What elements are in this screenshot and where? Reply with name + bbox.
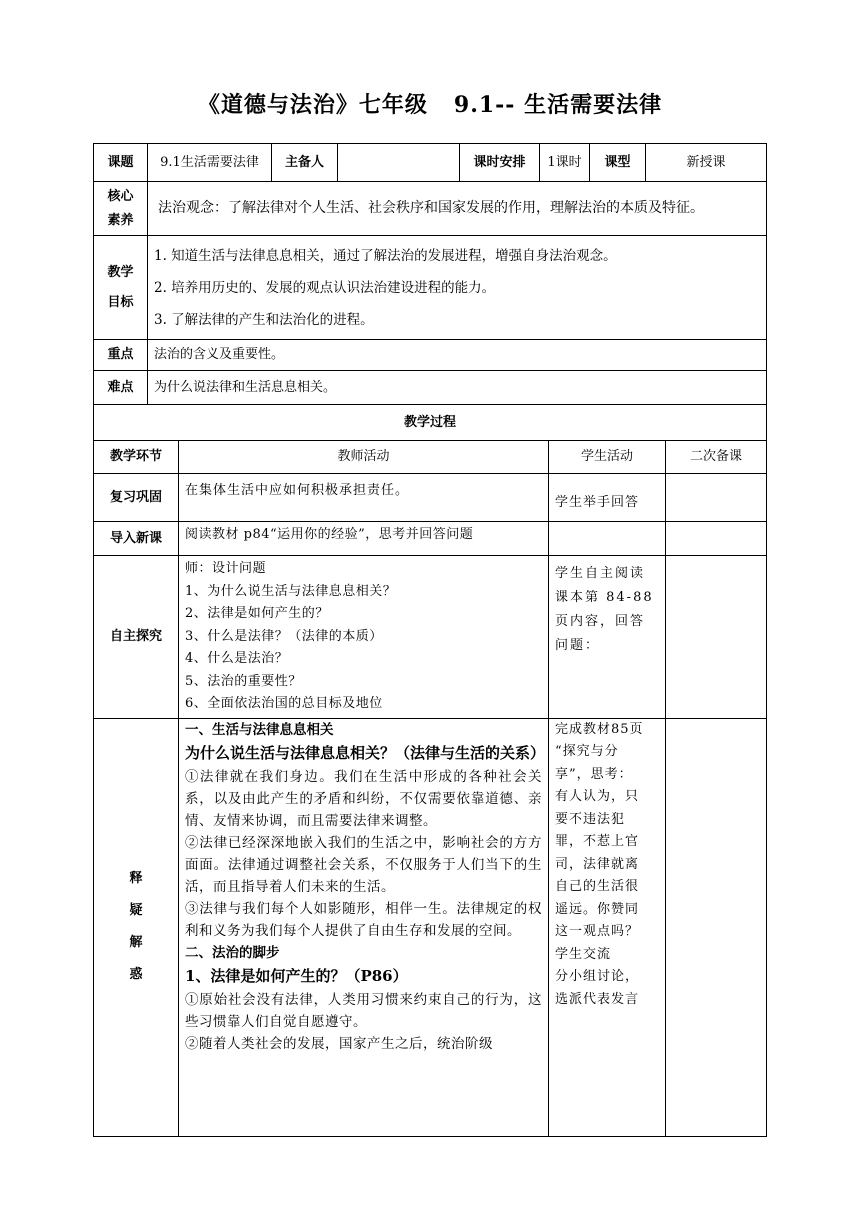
explore-teacher [179, 556, 549, 719]
process-title: 教学过程 [94, 405, 767, 441]
explain-student-line: 罪，不惹上官 [555, 834, 640, 849]
explain-teacher [179, 718, 549, 1136]
type-label: 课型 [590, 144, 646, 182]
key-point-label: 重点 [94, 340, 148, 371]
goal-item: 2. 培养用历史的、发展的观点认识法治建设进程的能力。 [154, 279, 496, 296]
explain-student-line: 选派代表发言 [555, 991, 640, 1007]
topic-label: 课题 [94, 144, 148, 182]
explain-stage [94, 718, 179, 1136]
column-header-secondary: 二次备课 [666, 441, 767, 474]
explain-paragraph: ②随着人类社会的发展，国家产生之后，统治阶级 [185, 1035, 493, 1052]
key-point-text: 法治的含义及重要性。 [148, 340, 767, 371]
explore-line: 6、全面依法治国的总目标及地位 [185, 696, 383, 711]
explain-student-line: 完成教材85页 [555, 721, 644, 737]
explain-student-line: 遥远。你赞同 [555, 901, 640, 917]
core-label-line-1: 核心 [107, 188, 134, 204]
intro-teacher: 阅读教材 p84“运用你的经验”，思考并回答问题 [179, 522, 549, 556]
explain-paragraph: ①法律就在我们身边。我们在生活中形成的各种社会关系，以及由此产生的矛盾和纠纷，不仅需要依靠道德、亲情、友情来协调，而且需要法律来调整。 [185, 768, 542, 829]
difficulty-label: 难点 [94, 371, 148, 405]
explain-stage-char: 释 [129, 871, 143, 886]
explain-student-line: 这一观点吗？ [555, 924, 640, 939]
explore-secondary [666, 556, 767, 719]
schedule-label: 课时安排 [460, 144, 540, 182]
explore-line: 4、什么是法治？ [185, 651, 289, 666]
goals-label-line-2: 目标 [107, 294, 134, 310]
core-label [94, 182, 148, 236]
explore-stage: 自主探究 [94, 556, 179, 719]
explore-student-line: 页内容，回答 [555, 614, 646, 629]
preparer-value [338, 144, 460, 182]
column-header-student: 学生活动 [549, 441, 666, 474]
explore-line: 3、什么是法律？（法律的本质） [185, 628, 383, 644]
goal-item: 3. 了解法律的产生和法治化的进程。 [154, 311, 374, 328]
explore-line: 师：设计问题 [185, 561, 267, 576]
explain-student-line: 分小组讨论， [555, 969, 640, 984]
explain-student-line: 享”，思考： [555, 766, 633, 782]
preparer-label: 主备人 [272, 144, 338, 182]
explore-student-line: 课本第 84-88 [555, 590, 654, 605]
explain-student [549, 718, 666, 1136]
topic-value: 9.1生活需要法律 [148, 144, 272, 182]
core-text: 法治观念：了解法律对个人生活、社会秩序和国家发展的作用，理解法治的本质及特征。 [148, 182, 767, 236]
explain-stage-char: 疑 [129, 903, 143, 918]
intro-student [549, 522, 666, 556]
explore-student-line: 问题： [555, 638, 601, 653]
explore-line: 2、法律是如何产生的？ [185, 606, 329, 621]
explain-question-2: 1、法律是如何产生的？（P86） [185, 966, 408, 985]
explain-stage-char: 解 [129, 935, 143, 950]
goals-label-line-1: 教学 [107, 264, 134, 280]
core-label-line-2: 素养 [107, 212, 134, 228]
goal-item: 1. 知道生活与法律息息相关，通过了解法治的发展进程，增强自身法治观念。 [154, 247, 617, 264]
explain-heading-1: 一、生活与法律息息相关 [185, 721, 334, 738]
review-teacher: 在集体生活中应如何积极承担责任。 [179, 474, 549, 522]
type-value: 新授课 [646, 144, 767, 182]
page-title: 《道德与法治》七年级 9.1-- 生活需要法律 [197, 92, 663, 118]
explain-student-line: “探究与分 [555, 744, 619, 759]
explain-student-line: 自己的生活很 [555, 879, 640, 894]
explain-student-line: 司，法律就离 [555, 856, 640, 872]
intro-stage: 导入新课 [94, 522, 179, 556]
explore-student-line: 学生自主阅读 [555, 566, 646, 581]
goals-label [94, 236, 148, 340]
explain-secondary [666, 718, 767, 1136]
difficulty-text: 为什么说法律和生活息息相关。 [148, 371, 767, 405]
review-stage: 复习巩固 [94, 474, 179, 522]
explain-paragraph: ②法律已经深深地嵌入我们的生活之中，影响社会的方方面面。法律通过调整社会关系，不仅服务于人们当下的生活，而且指导着人们未来的生活。 [185, 834, 542, 895]
column-header-teacher: 教师活动 [179, 441, 549, 474]
review-student: 学生举手回答 [549, 474, 666, 522]
goals-list [148, 236, 767, 340]
explore-line: 5、法治的重要性？ [185, 673, 302, 689]
explore-line: 1、为什么说生活与法律息息相关？ [185, 583, 397, 599]
lesson-info-table [93, 143, 767, 405]
explain-question-1: 为什么说生活与法律息息相关？（法律与生活的关系） [185, 743, 546, 762]
explain-student-line: 有人认为，只 [555, 789, 640, 804]
review-secondary [666, 474, 767, 522]
column-header-stage: 教学环节 [94, 441, 179, 474]
explain-heading-2: 二、法治的脚步 [185, 944, 280, 961]
explain-stage-char: 惑 [129, 967, 143, 982]
explain-student-line: 要不违法犯 [555, 811, 626, 827]
explain-paragraph: ①原始社会没有法律，人类用习惯来约束自己的行为，这些习惯靠人们自觉自愿遵守。 [185, 991, 542, 1030]
explain-student-line: 学生交流 [555, 946, 612, 962]
explain-paragraph: ③法律与我们每个人如影随形，相伴一生。法律规定的权利和义务为我们每个人提供了自由生存和发展的空间。 [185, 900, 542, 939]
intro-secondary [666, 522, 767, 556]
schedule-value: 1课时 [540, 144, 590, 182]
teaching-process-table [93, 404, 767, 1137]
explore-student [549, 556, 666, 719]
